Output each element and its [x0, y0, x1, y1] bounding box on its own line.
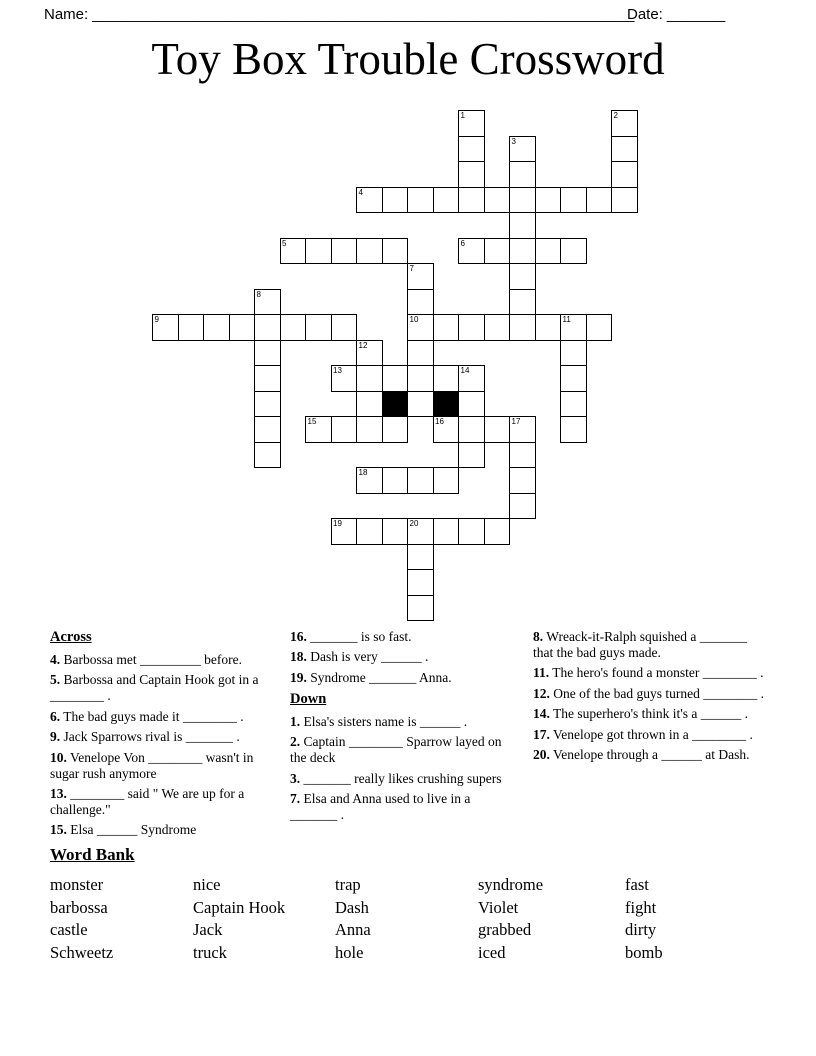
clue-16: 16. _______ is so fast. — [290, 629, 412, 644]
grid-cell[interactable] — [611, 161, 638, 188]
clue-number: 18. — [290, 649, 307, 665]
grid-cell[interactable] — [560, 314, 587, 341]
down-header: Down — [290, 690, 327, 707]
page-title: Toy Box Trouble Crossword — [151, 34, 665, 84]
grid-cell[interactable] — [254, 365, 281, 392]
clue-8: 8. Wreack-it-Ralph squished a _______ that the bad guys made. — [533, 629, 748, 660]
clue-number: 7. — [290, 790, 301, 806]
clue-13: 13. ________ said " We are up for a challenge." — [50, 785, 245, 817]
grid-cell[interactable] — [331, 365, 358, 392]
cell-number: 19 — [333, 519, 342, 528]
grid-cell[interactable] — [407, 340, 434, 367]
crossword-grid — [152, 110, 664, 622]
grid-cell[interactable] — [484, 416, 511, 443]
word-bank-word: fast — [625, 875, 649, 894]
cell-number: 13 — [333, 366, 342, 375]
grid-cell[interactable] — [407, 467, 434, 494]
grid-cell[interactable] — [331, 238, 358, 265]
cell-number: 6 — [460, 238, 465, 248]
grid-cell[interactable] — [433, 187, 460, 214]
word-bank-section — [50, 845, 766, 964]
clue-17: 17. Venelope got thrown in a ________ . — [533, 726, 753, 742]
cell-number: 15 — [307, 417, 317, 426]
grid-cell[interactable] — [305, 416, 332, 443]
clue-number: 20. — [533, 747, 550, 763]
grid-cell[interactable] — [458, 416, 485, 443]
grid-cell[interactable] — [560, 391, 587, 418]
grid-cell[interactable] — [356, 340, 383, 367]
clue-number: 4. — [50, 652, 61, 667]
grid-cell[interactable] — [331, 314, 358, 341]
clue-11: 11. The hero's found a monster ________ . — [533, 665, 764, 681]
across-header: Across — [50, 629, 92, 645]
clue-1: 1. Elsa's sisters name is ______ . — [290, 713, 468, 729]
word-bank-grid — [50, 874, 766, 964]
grid-cell[interactable] — [254, 416, 281, 443]
clue-7: 7. Elsa and Anna used to live in a _______ . — [290, 790, 471, 822]
clue-column-2 — [290, 629, 518, 843]
clue-number: 8. — [533, 629, 544, 644]
grid-cell[interactable] — [433, 518, 460, 545]
grid-cell[interactable] — [560, 340, 587, 367]
grid-cell[interactable] — [458, 442, 485, 469]
word-bank-word: barbossa — [50, 897, 108, 917]
word-bank-title: Word Bank — [50, 845, 135, 864]
date-blank-line[interactable]: _______ — [666, 6, 726, 23]
word-bank-word: dirty — [625, 920, 657, 940]
name-blank-line[interactable]: _________________________________________________________________ — [92, 6, 635, 23]
word-bank-word: trap — [335, 875, 361, 894]
clue-number: 9. — [50, 729, 61, 745]
grid-cell[interactable] — [509, 161, 536, 188]
word-bank-word: castle — [50, 920, 88, 940]
word-bank-word: Anna — [335, 920, 371, 940]
grid-cell[interactable] — [458, 365, 485, 392]
grid-cell[interactable] — [535, 187, 562, 214]
grid-cell[interactable] — [407, 365, 434, 392]
grid-cell[interactable] — [484, 518, 511, 545]
grid-cell[interactable] — [356, 518, 383, 545]
cell-number: 8 — [256, 289, 261, 299]
grid-cell[interactable] — [356, 187, 383, 214]
grid-cell[interactable] — [356, 365, 383, 392]
word-bank-word: iced — [478, 942, 506, 962]
word-bank-word: Dash — [335, 897, 369, 917]
grid-cell[interactable] — [382, 467, 409, 494]
grid-cell[interactable] — [382, 187, 409, 214]
clue-12: 12. One of the bad guys turned ________ . — [533, 685, 764, 701]
grid-cell[interactable] — [535, 314, 562, 341]
grid-cell[interactable] — [484, 314, 511, 341]
grid-cell[interactable] — [433, 467, 460, 494]
word-bank-word: Captain Hook — [193, 897, 286, 917]
black-cell — [433, 391, 460, 418]
clue-number: 10. — [50, 749, 67, 765]
grid-cell[interactable] — [407, 569, 434, 596]
grid-cell[interactable] — [407, 391, 434, 418]
grid-cell[interactable] — [458, 238, 485, 265]
grid-cell[interactable] — [458, 391, 485, 418]
word-bank-word: bomb — [625, 942, 663, 962]
clue-number: 6. — [50, 708, 61, 724]
clue-15: 15. Elsa ______ Syndrome — [50, 822, 197, 838]
grid-cell[interactable] — [433, 314, 460, 341]
clue-number: 5. — [50, 672, 61, 688]
grid-cell[interactable] — [280, 314, 307, 341]
grid-cell[interactable] — [611, 187, 638, 214]
grid-cell[interactable] — [433, 365, 460, 392]
grid-cell[interactable] — [535, 238, 562, 265]
cell-number: 9 — [154, 315, 159, 324]
grid-cell[interactable] — [178, 314, 205, 341]
cell-number: 7 — [409, 264, 414, 273]
clue-18: 18. Dash is very ______ . — [290, 649, 429, 665]
cell-number: 18 — [358, 468, 368, 477]
grid-cell[interactable] — [560, 238, 587, 265]
grid-cell[interactable] — [407, 314, 434, 341]
grid-cell[interactable] — [305, 314, 332, 341]
clue-10: 10. Venelope Von ________ wasn't in sugar rush anymore — [50, 749, 254, 781]
cell-number: 4 — [358, 187, 363, 197]
grid-cell[interactable] — [484, 187, 511, 214]
grid-cell[interactable] — [203, 314, 230, 341]
word-bank-word: Jack — [193, 920, 223, 940]
grid-cell[interactable] — [382, 238, 409, 265]
grid-cell[interactable] — [509, 442, 536, 469]
grid-cell[interactable] — [560, 416, 587, 443]
word-bank-word: truck — [193, 942, 227, 962]
black-cell — [382, 391, 409, 418]
grid-cell[interactable] — [586, 187, 613, 214]
name-field — [44, 6, 634, 23]
word-bank-word: grabbed — [478, 920, 532, 940]
grid-cell[interactable] — [484, 238, 511, 265]
grid-cell[interactable] — [509, 187, 536, 214]
clue-number: 13. — [50, 785, 67, 801]
clue-number: 17. — [533, 726, 550, 742]
clue-4: 4. Barbossa met _________ before. — [50, 652, 242, 667]
cell-number: 16 — [435, 417, 444, 426]
clue-number: 16. — [290, 629, 307, 644]
grid-cell[interactable] — [356, 238, 383, 265]
clue-column-3 — [533, 629, 766, 843]
grid-cell[interactable] — [407, 187, 434, 214]
grid-cell[interactable] — [586, 314, 613, 341]
grid-cell[interactable] — [509, 212, 536, 239]
grid-cell[interactable] — [560, 365, 587, 392]
clue-14: 14. The superhero's think it's a ______ . — [533, 706, 748, 722]
grid-cell[interactable] — [509, 467, 536, 494]
word-bank-word: hole — [335, 942, 364, 962]
grid-cell[interactable] — [509, 263, 536, 290]
grid-cell[interactable] — [356, 416, 383, 443]
clues-section — [50, 629, 766, 843]
grid-cell[interactable] — [458, 161, 485, 188]
grid-cell[interactable] — [229, 314, 256, 341]
cell-number: 5 — [282, 238, 287, 248]
grid-cell[interactable] — [305, 238, 332, 265]
grid-cell[interactable] — [382, 365, 409, 392]
cell-number: 17 — [511, 417, 521, 426]
grid-cell[interactable] — [356, 391, 383, 418]
grid-cell[interactable] — [407, 263, 434, 290]
grid-cell[interactable] — [509, 493, 536, 520]
grid-cell[interactable] — [254, 314, 281, 341]
clue-5: 5. Barbossa and Captain Hook got in a ________ . — [50, 672, 259, 704]
clue-9: 9. Jack Sparrows rival is _______ . — [50, 729, 240, 745]
grid-cell[interactable] — [458, 187, 485, 214]
cell-number: 10 — [409, 315, 419, 324]
grid-cell[interactable] — [458, 136, 485, 163]
word-bank-word: Schweetz — [50, 942, 114, 962]
word-bank-word: nice — [193, 875, 221, 894]
grid-cell[interactable] — [509, 136, 536, 163]
grid-cell[interactable] — [382, 518, 409, 545]
grid-cell[interactable] — [280, 238, 307, 265]
grid-cell[interactable] — [356, 467, 383, 494]
clue-number: 2. — [290, 734, 301, 750]
grid-cell[interactable] — [407, 595, 434, 622]
grid-cell[interactable] — [509, 314, 536, 341]
clue-column-1 — [50, 629, 275, 843]
clue-2: 2. Captain ________ Sparrow layed on the deck — [290, 734, 502, 766]
clue-number: 15. — [50, 822, 67, 838]
cell-number: 12 — [358, 340, 368, 350]
word-bank-word: syndrome — [478, 875, 544, 894]
grid-cell[interactable] — [331, 416, 358, 443]
grid-cell[interactable] — [509, 238, 536, 265]
cell-number: 14 — [460, 366, 470, 375]
grid-cell[interactable] — [611, 136, 638, 163]
grid-cell[interactable] — [611, 110, 638, 137]
cell-number: 1 — [460, 111, 465, 120]
cell-number: 11 — [562, 315, 571, 324]
clue-number: 12. — [533, 685, 550, 701]
grid-cell[interactable] — [458, 110, 485, 137]
cell-number: 20 — [409, 519, 419, 528]
clue-number: 1. — [290, 713, 301, 729]
grid-cell[interactable] — [560, 187, 587, 214]
grid-cell[interactable] — [254, 391, 281, 418]
clue-number: 14. — [533, 706, 550, 722]
grid-cell[interactable] — [254, 442, 281, 469]
grid-cell[interactable] — [458, 518, 485, 545]
date-label: Date: — [627, 6, 663, 23]
clue-3: 3. _______ really likes crushing supers — [290, 770, 502, 786]
grid-cell[interactable] — [407, 289, 434, 316]
clue-number: 11. — [533, 665, 550, 681]
date-field — [627, 6, 725, 23]
name-label: Name: — [44, 6, 89, 23]
grid-cell[interactable] — [509, 416, 536, 443]
grid-cell[interactable] — [509, 289, 536, 316]
word-bank-word: fight — [625, 897, 657, 917]
grid-cell[interactable] — [254, 289, 281, 316]
word-bank-word: monster — [50, 875, 104, 894]
grid-cell[interactable] — [152, 314, 179, 341]
clue-6: 6. The bad guys made it ________ . — [50, 708, 244, 724]
grid-cell[interactable] — [458, 314, 485, 341]
clue-20: 20. Venelope through a ______ at Dash. — [533, 747, 750, 763]
clue-number: 19. — [290, 669, 307, 685]
grid-cell[interactable] — [407, 544, 434, 571]
clue-number: 3. — [290, 770, 301, 786]
grid-cell[interactable] — [407, 518, 434, 545]
grid-cell[interactable] — [433, 416, 460, 443]
cell-number: 2 — [613, 111, 618, 120]
grid-cell[interactable] — [331, 518, 358, 545]
cell-number: 3 — [511, 136, 516, 146]
grid-cell[interactable] — [382, 416, 409, 443]
grid-cell[interactable] — [254, 340, 281, 367]
clue-19: 19. Syndrome _______ Anna. — [290, 669, 452, 685]
word-bank-word: Violet — [478, 897, 519, 917]
